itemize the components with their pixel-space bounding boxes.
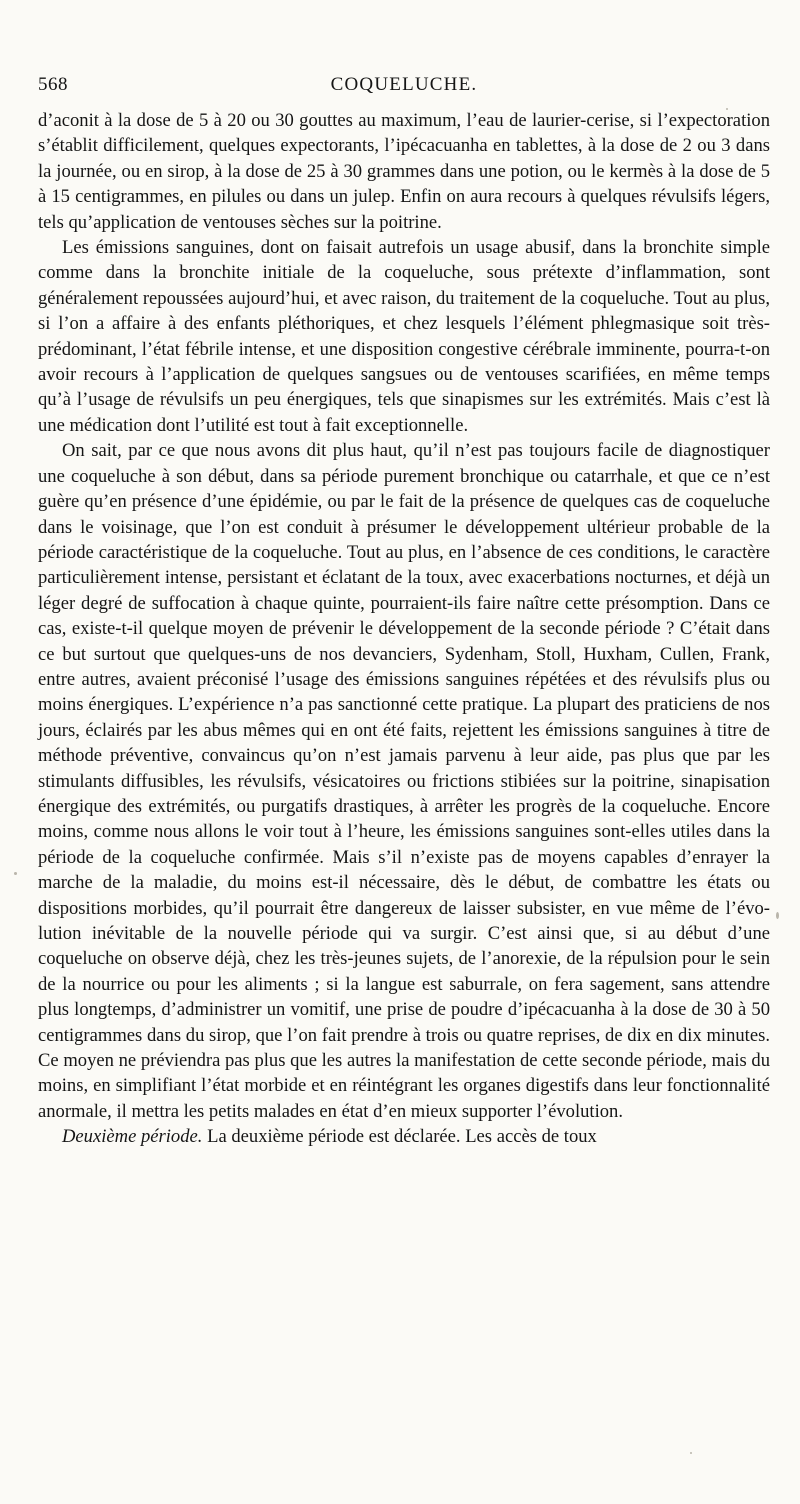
page-header	[38, 74, 770, 102]
paper-speck	[776, 912, 779, 919]
paper-speck	[690, 1452, 692, 1454]
paragraph-4	[38, 1124, 770, 1149]
paragraph-4-text: La deuxième période est déclarée. Les accès de toux	[207, 1126, 597, 1148]
page-number: 568	[38, 74, 68, 95]
paper-speck	[14, 872, 17, 875]
book-page	[38, 74, 770, 1150]
paragraph-2: Les émissions sanguines, dont on faisait autrefois un usage abusif, dans la bronchite simple comme dans la bronchite initiale de la coqueluche, sous prétexte d’inflammation, sont généralement repoussées aujourd’hui, et avec raison, du traitement de la coqueluche. Tout au plus, si l’on a affaire à des enfants pléthoriques, et chez lesquels l’élément phlegmasique soit très-prédominant, l’état fébrile intense, et une disposition congestive cérébrale imminente, pourra-t-on avoir recours à l’application de quelques sangsues ou de ventouses scarifiées, en même temps qu’à l’usage de révulsifs un peu énergiques, tels que sinapismes sur les extrémités. Mais c’est là une médication dont l’utilité est tout à fait exceptionnelle.	[38, 237, 770, 436]
paragraph-3: On sait, par ce que nous avons dit plus haut, qu’il n’est pas toujours facile de diagnostiquer une coqueluche à son début, dans sa période purement bronchique ou catarrhale, et que ce n’est guère qu’en présence d’une épidémie, ou par le fait de la présence de quelques cas de coqueluche dans le voisinage, que l’on est conduit à présumer le développement ultérieur probable de la période caractéristique de la coqueluche. Tout au plus, en l’absence de ces conditions, le caractère particulièrement intense, persistant et éclatant de la toux, avec exacerbations nocturnes, et déjà un léger degré de suffocation à chaque quinte, pourraient-ils faire naître cette présomption. Dans ce cas, existe-t-il quelque moyen de prévenir le développement de la seconde période ? C’était dans ce but surtout que quelques-uns de nos devanciers, Sydenham, Stoll, Huxham, Cullen, Frank, entre autres, avaient préconisé l’usage des émissions sanguines répétées et des révulsifs plus ou moins énergiques. L’expérience n’a pas sanctionné cette pratique. La plupart des praticiens de nos jours, éclairés par les abus mêmes qui en ont été faits, rejettent les émissions sanguines à titre de méthode préventive, convaincus qu’on n’est jamais parvenu à leur aide, pas plus que par les stimulants diffusibles, les révulsifs, vésicatoires ou frictions stibiées sur la poitrine, sinapisation énergique des extrémités, ou purgatifs drastiques, à arrêter les progrès de la coqueluche. Encore moins, comme nous allons le voir tout à l’heure, les émissions sanguines sont-elles utiles dans la période de la coqueluche confirmée. Mais s’il n’existe pas de moyens capables d’enrayer la marche de la maladie, du moins est-il nécessaire, dès le début, de combattre les états ou dispositions morbides, qu’il pourrait être dangereux de laisser subsister, en vue même de l’évolution inévitable de la nouvelle période qui va surgir. C’est ainsi que, si au début d’une coqueluche on observe déjà, chez les très-jeunes sujets, de l’anorexie, de la répulsion pour le sein de la nourrice ou pour les aliments ; si la langue est saburrale, on fera sagement, sans attendre plus longtemps, d’administrer un vomitif, une prise de poudre d’ipécacuanha à la dose de 30 à 50 centigrammes dans du sirop, que l’on fait prendre à trois ou quatre reprises, de dix en dix minutes. Ce moyen ne préviendra pas plus que les autres la manifestation de cette seconde période, mais du moins, en simplifiant l’état morbide et en réintégrant les organes digestifs dans leur fonctionnalité anormale, il mettra les petits malades en état d’en mieux supporter l’évolution.	[38, 440, 770, 1122]
body-text	[38, 108, 770, 1150]
section-heading: Deuxième période.	[62, 1126, 203, 1148]
paragraph-1: d’aconit à la dose de 5 à 20 ou 30 gouttes au maximum, l’eau de laurier-cerise, si l’expectoration s’établit difficilement, quelques expectorants, l’ipécacuanha en tablettes, à la dose de 2 ou 3 dans la journée, ou en sirop, à la dose de 25 à 30 grammes dans une potion, ou le kermès à la dose de 5 à 15 centigrammes, en pilules ou dans un julep. Enfin on aura recours à quelques révulsifs légers, tels qu’application de ventouses sèches sur la poitrine.	[38, 110, 770, 233]
paper-speck	[726, 108, 728, 110]
running-title: COQUELUCHE.	[330, 74, 478, 95]
